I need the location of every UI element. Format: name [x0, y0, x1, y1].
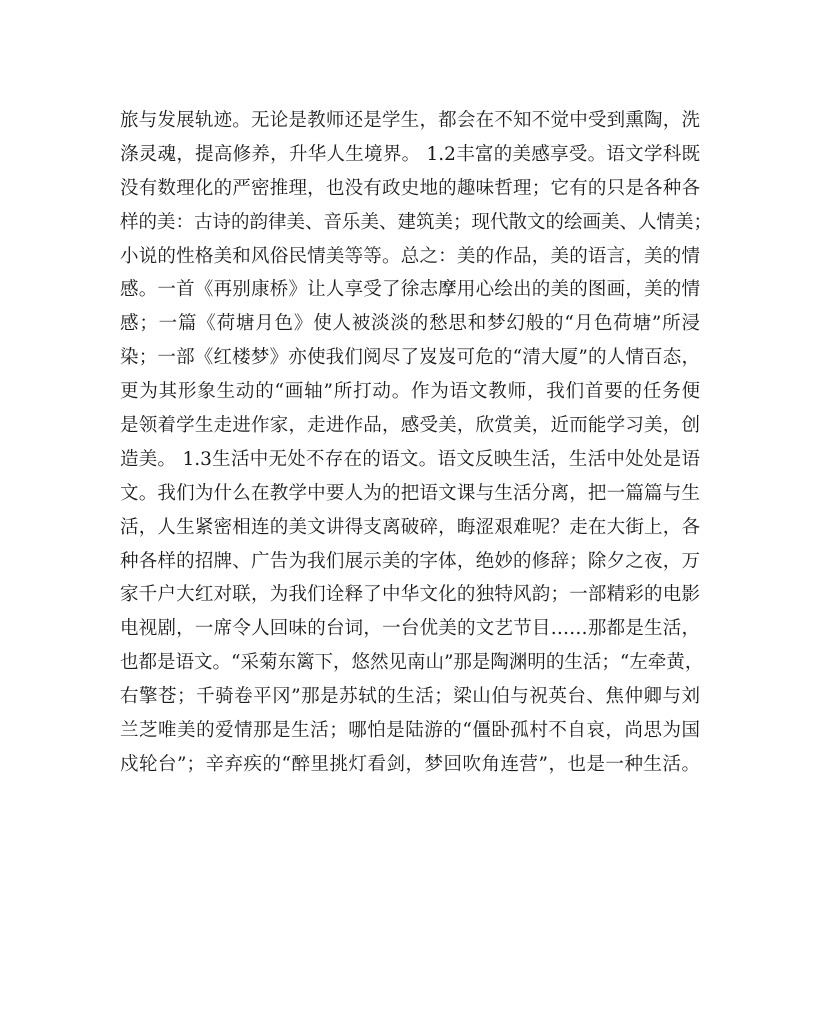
body-text — [120, 104, 713, 782]
text-line: 造美。 1.3生活中无处不存在的语文。语文反映生活，生活中处处是语 — [120, 448, 700, 470]
text-line: 更为其形象生动的“画轴”所打动。作为语文教师，我们首要的任务便 — [120, 381, 700, 403]
text-line: 种各样的招牌、广告为我们展示美的字体，绝妙的修辞；除夕之夜，万 — [120, 550, 700, 572]
text-line: 感。一首《再别康桥》让人享受了徐志摩用心绘出的美的图画，美的情 — [120, 279, 700, 301]
text-line: 家千户大红对联，为我们诠释了中华文化的独特风韵；一部精彩的电影 — [120, 584, 700, 606]
text-line: 电视剧，一席令人回味的台词，一台优美的文艺节目……那都是生活， — [120, 618, 700, 640]
text-line: 戍轮台”；辛弃疾的“醉里挑灯看剑，梦回吹角连营”，也是一种生活。 — [120, 753, 700, 775]
text-line: 活，人生紧密相连的美文讲得支离破碎，晦涩艰难呢？走在大街上，各 — [120, 516, 700, 538]
text-line: 文。我们为什么在教学中要人为的把语文课与生活分离，把一篇篇与生 — [120, 482, 700, 504]
text-line: 兰芝唯美的爱情那是生活；哪怕是陆游的“僵卧孤村不自哀，尚思为国 — [120, 720, 700, 742]
text-line: 染；一部《红楼梦》亦使我们阅尽了岌岌可危的“清大厦”的人情百态， — [120, 347, 700, 369]
text-line: 小说的性格美和风俗民情美等等。总之：美的作品，美的语言，美的情 — [120, 245, 700, 267]
text-line: 旅与发展轨迹。无论是教师还是学生，都会在不知不觉中受到熏陶，洗 — [120, 110, 700, 131]
text-line: 样的美：古诗的韵律美、音乐美、建筑美；现代散文的绘画美、人情美； — [120, 211, 713, 233]
text-line: 是领着学生走进作家，走进作品，感受美，欣赏美，近而能学习美，创 — [120, 415, 700, 437]
text-line: 也都是语文。“采菊东篱下，悠然见南山”那是陶渊明的生活；“左牵黄， — [120, 652, 704, 674]
text-line: 涤灵魂，提高修养，升华人生境界。 1.2丰富的美感享受。语文学科既 — [120, 143, 700, 165]
text-line: 没有数理化的严密推理，也没有政史地的趣味哲理；它有的只是各种各 — [120, 177, 700, 199]
text-line: 感；一篇《荷塘月色》使人被淡淡的愁思和梦幻般的“月色荷塘”所浸 — [120, 313, 700, 335]
text-line: 右擎苍；千骑卷平冈”那是苏轼的生活；梁山伯与祝英台、焦仲卿与刘 — [120, 686, 700, 708]
